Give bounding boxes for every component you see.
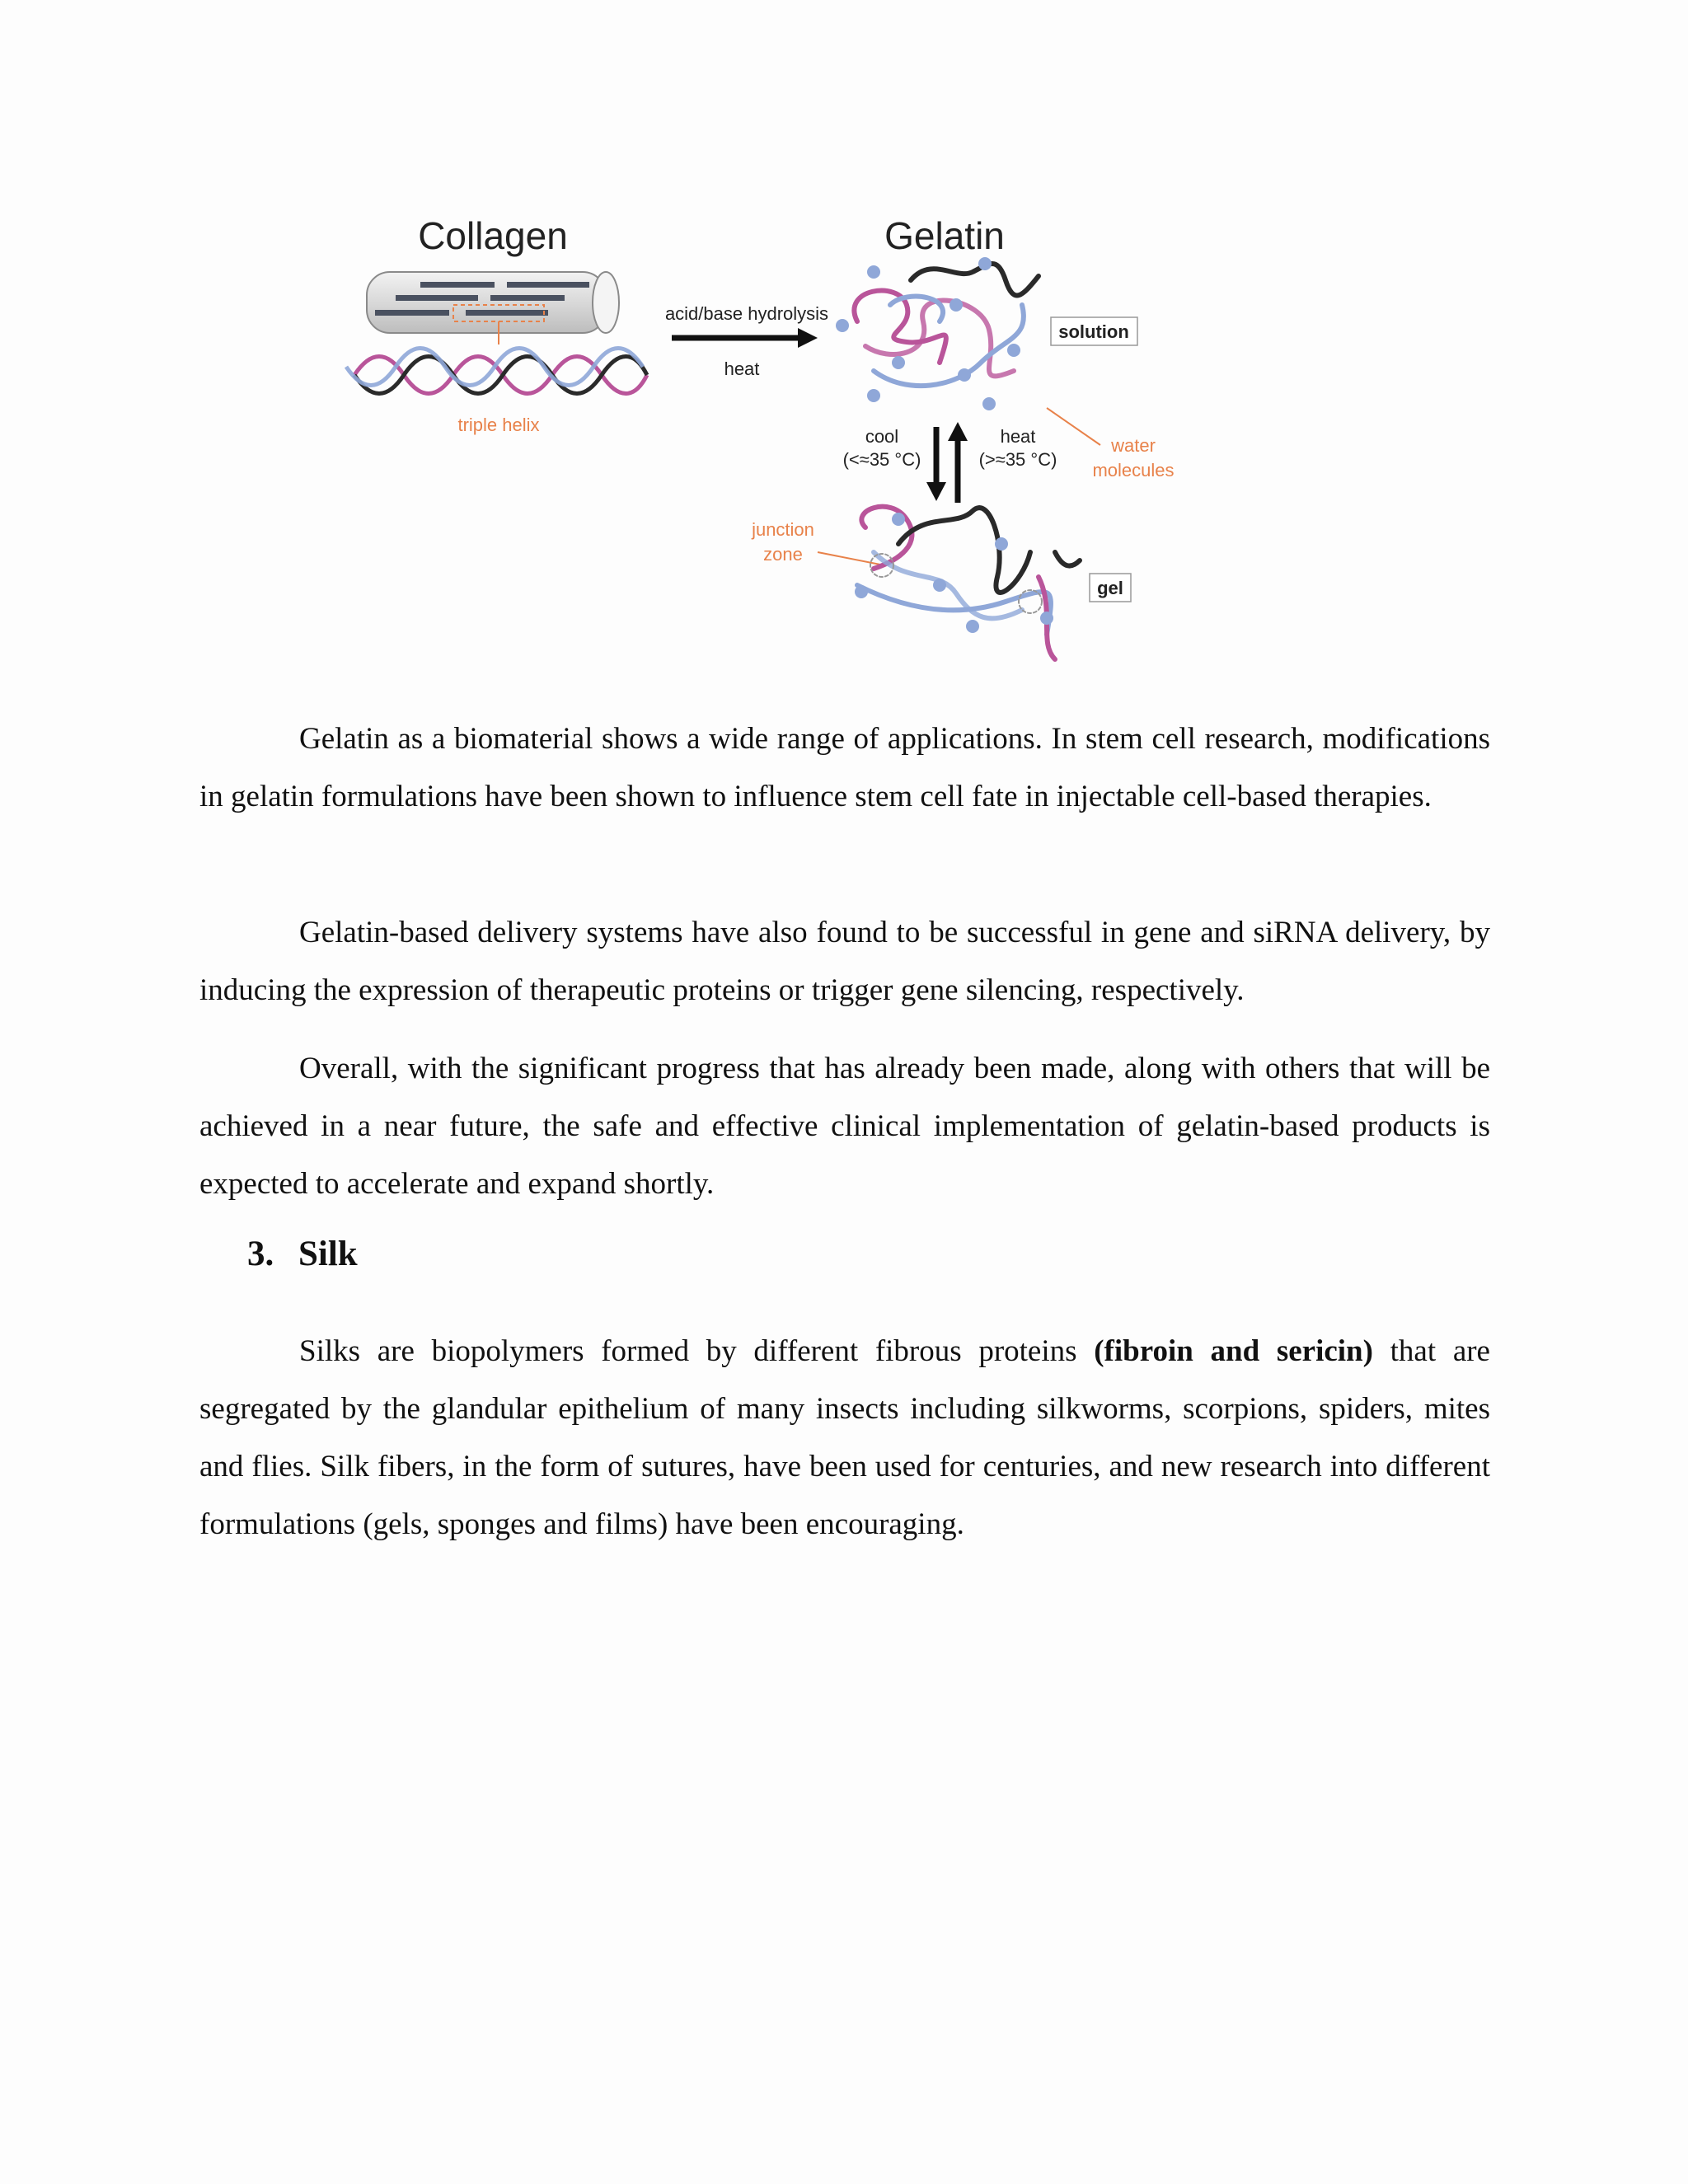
water-molecules-label-2: molecules bbox=[1092, 460, 1175, 480]
junction-zone-label-2: zone bbox=[763, 544, 803, 565]
cool-temp-label: (<≈35 °C) bbox=[842, 449, 921, 470]
silk-proteins-bold: (fibroin and sericin) bbox=[1094, 1334, 1373, 1368]
section-heading-silk bbox=[247, 1234, 358, 1274]
silk-text-start: Silks are biopolymers formed by different fibrous proteins bbox=[299, 1334, 1095, 1368]
gelatin-gel-icon bbox=[857, 507, 1080, 659]
gel-label: gel bbox=[1097, 578, 1123, 598]
heat-arrow-icon bbox=[948, 422, 968, 503]
heat-temp-label: (>≈35 °C) bbox=[978, 449, 1057, 470]
paragraph-gelatin-delivery: Gelatin-based delivery systems have also found to be successful in gene and siRNA delivery, by inducing the expression of therapeutic proteins or trigger gene silencing, respectively. bbox=[199, 916, 1490, 1007]
collagen-title: Collagen bbox=[418, 214, 568, 257]
cool-label: cool bbox=[865, 426, 899, 447]
heat-label: heat bbox=[1000, 426, 1036, 447]
water-molecules-label-1: water bbox=[1111, 435, 1156, 456]
gelatin-title: Gelatin bbox=[884, 214, 1005, 257]
paragraph-gelatin-overall: Overall, with the significant progress that has already been made, along with others that will be achieved in a near future, the safe and effective clinical implementation of gelatin-based products is expected to accelerate and expand shortly. bbox=[199, 1052, 1490, 1201]
paragraph-gelatin-applications: Gelatin as a biomaterial shows a wide range of applications. In stem cell research, modifications in gelatin formulations have been shown to influence stem cell fate in injectable cell-based therapies. bbox=[199, 722, 1490, 813]
collagen-gelatin-figure bbox=[330, 198, 1203, 676]
gelatin-solution-icon bbox=[854, 264, 1039, 386]
section-number: 3. bbox=[247, 1235, 274, 1273]
hydrolysis-heat-label: heat bbox=[724, 359, 760, 379]
hydrolysis-label: acid/base hydrolysis bbox=[664, 303, 829, 324]
junction-zone-label-1: junction bbox=[752, 519, 814, 540]
paragraph-silk-description bbox=[199, 1323, 1490, 1554]
triple-helix-label: triple helix bbox=[457, 415, 540, 435]
hydrolysis-arrow-icon bbox=[672, 328, 818, 348]
collagen-fibril-icon bbox=[367, 272, 619, 344]
solution-label: solution bbox=[1058, 321, 1129, 342]
silk-text-end: that are segregated by the glandular epithelium of many insects including silkworms, scorpions, spiders, mites and flies. Silk fibers, in the form of sutures, have been used for centuries, and new research into different formulations (gels, sponges and films) have been encouraging. bbox=[199, 1334, 1490, 1541]
triple-helix-icon bbox=[346, 349, 647, 394]
cool-arrow-icon bbox=[926, 427, 946, 501]
section-title: Silk bbox=[298, 1235, 358, 1273]
